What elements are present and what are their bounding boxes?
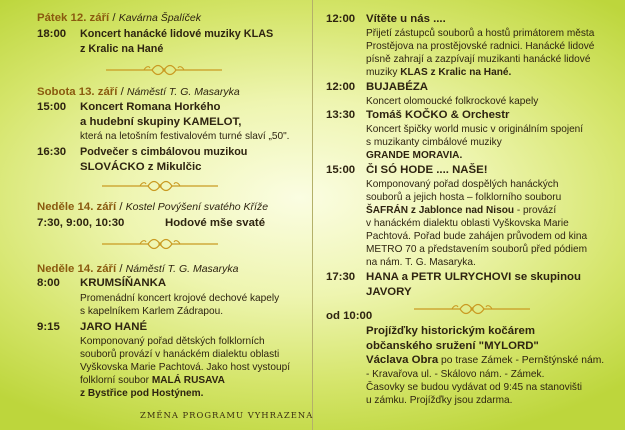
event-time: 17:30 (326, 271, 356, 283)
event-note: souborů a jejich hosta – folklorního souboru (366, 192, 562, 203)
organizer-name: Václava Obra (366, 354, 439, 366)
venue-label: Náměstí T. G. Masaryka (126, 86, 240, 98)
event-note (366, 204, 556, 217)
event-time: 12:00 (326, 13, 356, 25)
event-time: 13:30 (326, 109, 356, 121)
event-note: Přijetí zástupců souborů a hostů primátorem města (366, 28, 595, 39)
event-title: Koncert Romana Horkého (80, 101, 221, 113)
event-note-text: muziky (366, 67, 398, 78)
ornament-divider (100, 238, 220, 250)
event-times: 7:30, 9:00, 10:30 (37, 217, 125, 229)
guest-name: ŠAFRÁN z Jablonce nad Nisou (366, 205, 515, 216)
band-name: GRANDE MORAVIA. (366, 150, 463, 161)
event-title: Projížďky historickým kočárem (366, 325, 535, 337)
event-note: Promenádní koncert krojové dechové kapely (80, 293, 280, 304)
day-label: Neděle 14. září (37, 263, 117, 275)
event-note: Koncert špičky world music v originálním spojení (366, 124, 584, 135)
ornament-divider (100, 180, 220, 192)
event-title: KRUMSÍŇANKA (80, 277, 167, 289)
band-name: KLAS z Kralic na Hané. (400, 67, 512, 78)
saturday-header: Sobota 13. září / Náměstí T. G. Masaryka (37, 86, 240, 98)
event-title: Vítěte u nás .... (366, 13, 446, 25)
footer-notice: ZMĚNA PROGRAMU VYHRAZENA (140, 410, 314, 420)
event-note: v hanáckém dialektu oblasti Vyškovska Marie (366, 218, 569, 229)
venue-label: Kavárna Špalíček (118, 12, 201, 24)
event-time: 18:00 (37, 28, 67, 40)
guest-name: MALÁ RUSAVA (151, 375, 225, 386)
event-note: písně zahrají a zazpívají muzikanti hanácké lidové (366, 54, 591, 65)
event-note: Prostějova na prostějovské radnici. Hanácké lidové (366, 41, 595, 52)
ornament-divider (412, 303, 532, 315)
event-note: METRO 70 a představením souborů před pódiem (366, 244, 588, 255)
sunday-church-header: Neděle 14. září / Kostel Povýšení svatého Kříže (37, 201, 269, 213)
event-note: souborů provází v hanáckém dialektu oblasti (80, 349, 280, 360)
sunday-square-header: Neděle 14. září / Náměstí T. G. Masaryka (37, 263, 239, 275)
event-title-cont: z Kralic na Hané (80, 43, 164, 55)
event-title: Koncert hanácké lidové muziky KLAS (80, 28, 274, 40)
event-time: 15:00 (37, 101, 67, 113)
event-time: 9:15 (37, 321, 60, 333)
event-time: 15:00 (326, 164, 356, 176)
event-note (366, 354, 604, 367)
event-title: ČI SÓ HODE .... NAŠE! (366, 164, 488, 176)
event-note-text: po trase Zámek - Pernštýnské nám. (438, 355, 605, 366)
day-label: Neděle 14. září (37, 201, 117, 213)
event-title-cont: občanského sružení "MYLORD" (366, 340, 539, 352)
event-note (366, 66, 511, 79)
venue-label: Náměstí T. G. Masaryka (125, 263, 239, 275)
event-time: 8:00 (37, 277, 60, 289)
event-note: s muzikanty cimbálové muziky (366, 137, 502, 148)
event-title: Hodové mše svaté (165, 217, 266, 229)
event-note-text: folklorní soubor (80, 375, 150, 386)
day-label: Sobota 13. září (37, 86, 118, 98)
day-label: Pátek 12. září (37, 12, 110, 24)
event-title-cont: JAVORY (366, 286, 412, 298)
venue-label: Kostel Povýšení svatého Kříže (125, 201, 269, 213)
event-note: - Kravařova ul. - Skálovo nám. - Zámek. (366, 369, 545, 380)
event-time: od 10:00 (326, 310, 373, 322)
event-title: BUJABÉZA (366, 81, 429, 93)
event-note: s kapelníkem Karlem Zádrapou. (80, 306, 224, 317)
event-note-text: - provází (514, 205, 557, 216)
event-time: 16:30 (37, 146, 67, 158)
column-divider (312, 0, 313, 430)
event-note: Koncert olomoucké folkrockové kapely (366, 96, 539, 107)
event-note: Časovky se budou vydávat od 9:45 na stanovišti (366, 382, 583, 393)
event-time: 12:00 (326, 81, 356, 93)
event-title-cont: SLOVÁCKO z Mikulčic (80, 161, 202, 173)
event-title: Tomáš KOČKO & Orchestr (366, 109, 510, 121)
guest-origin: z Bystřice pod Hostýnem. (80, 388, 204, 399)
event-note: na nám. T. G. Masaryka. (366, 257, 476, 268)
event-note: Vyškovska Marie Pachtová. Jako host vystoupí (80, 362, 291, 373)
event-note: Komponovaný pořad dětských folklorních (80, 336, 265, 347)
event-note (80, 374, 225, 387)
event-title: JARO HANÉ (80, 321, 148, 333)
ornament-divider (104, 64, 224, 76)
event-note: Komponovaný pořad dospělých hanáckých (366, 179, 559, 190)
event-title: Podvečer s cimbálovou muzikou (80, 146, 248, 158)
event-note: u zámku. Projížďky jsou zdarma. (366, 395, 513, 406)
event-title-cont: a hudební skupiny KAMELOT, (80, 116, 242, 128)
event-note: která na letošním festivalovém turné slaví „50". (80, 131, 290, 142)
event-title: HANA a PETR ULRYCHOVI se skupinou (366, 271, 581, 283)
event-note: Pachtová. Pořad bude zahájen průvodem od kina (366, 231, 588, 242)
friday-header: Pátek 12. září / Kavárna Špalíček (37, 12, 201, 24)
